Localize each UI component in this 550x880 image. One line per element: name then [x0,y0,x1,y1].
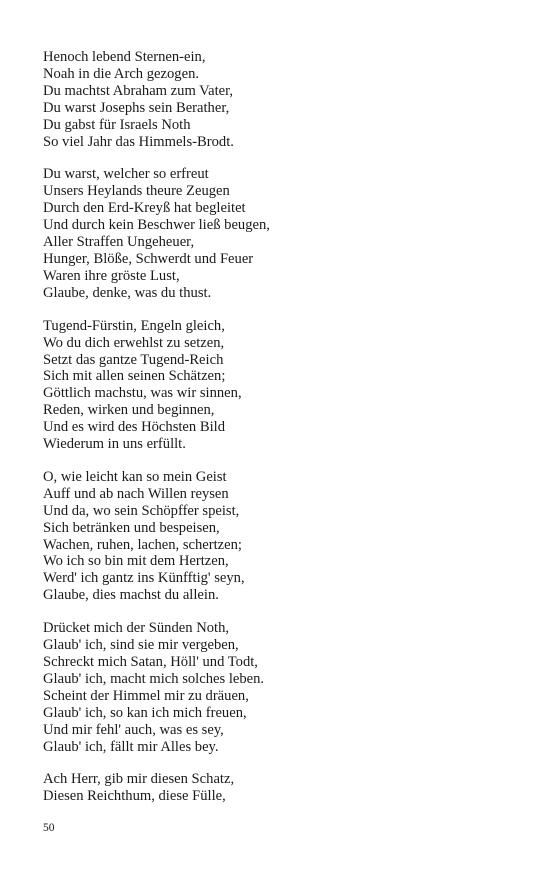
verse-line: Setzt das gantze Tugend-Reich [43,351,224,368]
verse-line: Und es wird des Höchsten Bild [43,419,225,436]
verse-line: Glaub' ich, so kan ich mich freuen, [43,704,247,721]
verse-line: Scheint der Himmel mir zu dräuen, [43,687,249,704]
verse-line: Hunger, Blöße, Schwerdt und Feuer [43,250,254,267]
verse-line: Und mir fehl' auch, was es sey, [43,721,224,738]
verse-line: Tugend-Fürstin, Engeln gleich, [43,317,225,334]
verse-line: Ach Herr, gib mir diesen Schatz, [43,771,235,788]
verse-line: Sich betränken und bespeisen, [43,519,220,536]
verse-line: Reden, wirken und beginnen, [43,402,215,419]
verse-line: Unsers Heylands theure Zeugen [43,183,230,200]
verse-line: Glaube, denke, was du thust. [43,284,212,301]
page-number: 50 [43,822,55,834]
verse-line: Du machtst Abraham zum Vater, [43,82,234,99]
poem-text [43,49,513,821]
verse-line: Du warst, welcher so erfreut [43,166,209,183]
stanza-4 [43,469,513,604]
verse-line: Noah in die Arch gezogen. [43,65,200,82]
stanza-1 [43,49,513,150]
verse-line: Göttlich machstu, was wir sinnen, [43,385,242,402]
verse-line: Du gabst für Israels Noth [43,116,191,133]
verse-line: O, wie leicht kan so mein Geist [43,468,227,485]
verse-line: Werd' ich gantz ins Künfftig' seyn, [43,570,245,587]
verse-line: Wachen, ruhen, lachen, schertzen; [43,536,242,553]
verse-line: Aller Straffen Ungeheuer, [43,234,195,251]
verse-line: Du warst Josephs sein Berather, [43,99,230,116]
verse-line: Durch den Erd-Kreyß hat begleitet [43,200,246,217]
verse-line: Glaub' ich, sind sie mir vergeben, [43,637,239,654]
stanza-3 [43,318,513,453]
verse-line: Glaub' ich, fällt mir Alles bey. [43,738,219,755]
verse-line: Henoch lebend Sternen-ein, [43,49,206,65]
stanza-6 [43,771,513,805]
stanza-5 [43,620,513,755]
verse-line: Glaub' ich, macht mich solches leben. [43,670,265,687]
verse-line: Und da, wo sein Schöpffer speist, [43,502,240,519]
verse-line: Schreckt mich Satan, Höll' und Todt, [43,654,258,670]
verse-line: Auff und ab nach Willen reysen [43,485,229,502]
verse-line: Wo du dich erwehlst zu setzen, [43,334,225,351]
verse-line: Wo ich so bin mit dem Hertzen, [43,553,229,570]
verse-line: Diesen Reichthum, diese Fülle, [43,788,226,805]
stanza-2 [43,166,513,301]
verse-line: Glaube, dies machst du allein. [43,587,219,604]
verse-line: Sich mit allen seinen Schätzen; [43,368,226,385]
verse-line: Wiederum in uns erfüllt. [43,436,186,453]
verse-line: Und durch kein Beschwer ließ beugen, [43,217,270,234]
verse-line: Drücket mich der Sünden Noth, [43,620,230,637]
verse-line: So viel Jahr das Himmels-Brodt. [43,133,234,150]
verse-line: Waren ihre gröste Lust, [43,267,180,284]
